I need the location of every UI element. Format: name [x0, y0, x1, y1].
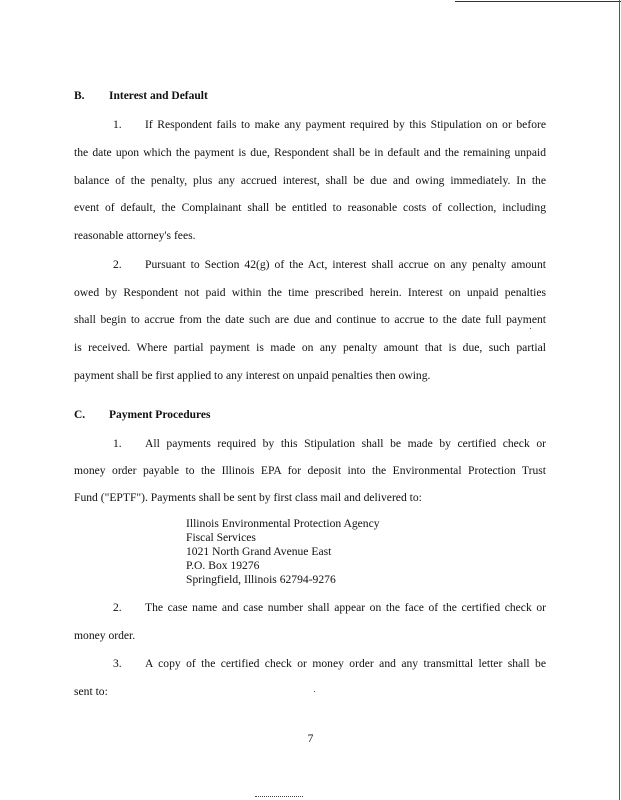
- paragraph-line: payment shall be first applied to any interest on unpaid penalties then owing.: [74, 369, 431, 382]
- paragraph-line: event of default, the Complainant shall be entitled to reasonable costs of collection, including: [74, 201, 546, 214]
- paragraph-number: 3.: [113, 657, 122, 670]
- paragraph-line: money order.: [74, 629, 136, 642]
- scan-edge-bottom: [255, 796, 303, 798]
- address-line: P.O. Box 19276: [186, 559, 260, 572]
- paragraph-line: the date upon which the payment is due, Respondent shall be in default and the remaining unpaid: [74, 146, 546, 159]
- paragraph-line: shall begin to accrue from the date such are due and continue to accrue to the date full payment: [74, 313, 546, 326]
- paragraph-line: [113, 118, 546, 131]
- paragraph-number: 1.: [113, 118, 122, 131]
- section-c-heading: [74, 409, 210, 421]
- address-line: Springfield, Illinois 62794-9276: [186, 573, 336, 586]
- paragraph-line: is received. Where partial payment is made on any penalty amount that is due, such partial: [74, 341, 546, 354]
- paragraph-text: A copy of the certified check or money order and any transmittal letter shall be: [145, 657, 546, 670]
- paragraph-number: 2.: [113, 258, 122, 271]
- paragraph-text: The case name and case number shall appear on the face of the certified check or: [145, 601, 546, 614]
- address-line: Fiscal Services: [186, 531, 256, 544]
- section-c-title: Payment Procedures: [109, 409, 211, 421]
- address-line: Illinois Environmental Protection Agency: [186, 517, 380, 530]
- section-c-letter: C.: [74, 409, 86, 421]
- page-number: 7: [307, 732, 314, 745]
- paragraph-line: [113, 258, 546, 271]
- paragraph-line: [113, 601, 546, 614]
- paragraph-text: Pursuant to Section 42(g) of the Act, interest shall accrue on any penalty amount: [145, 258, 546, 271]
- paragraph-text: If Respondent fails to make any payment required by this Stipulation on or before: [145, 118, 546, 131]
- paragraph-line: [113, 657, 546, 670]
- paragraph-line: reasonable attorney's fees.: [74, 229, 196, 242]
- paragraph-number: 1.: [113, 437, 122, 450]
- mailing-address: [186, 517, 380, 587]
- scan-speck: [314, 691, 315, 692]
- paragraph-line: sent to:: [74, 685, 108, 698]
- scan-edge-right: [619, 0, 620, 800]
- paragraph-text: All payments required by this Stipulation shall be made by certified check or: [145, 437, 546, 450]
- scan-edge-top: [455, 1, 621, 2]
- section-b-title: Interest and Default: [109, 90, 208, 102]
- paragraph-line: [113, 437, 546, 450]
- paragraph-line: owed by Respondent not paid within the time prescribed herein. Interest on unpaid penalties: [74, 286, 546, 299]
- section-b-heading: [74, 90, 208, 102]
- scan-speck: [530, 328, 531, 329]
- paragraph-line: Fund ("EPTF"). Payments shall be sent by first class mail and delivered to:: [74, 491, 422, 504]
- paragraph-number: 2.: [113, 601, 122, 614]
- paragraph-line: balance of the penalty, plus any accrued interest, shall be due and owing immediately. In the: [74, 174, 546, 187]
- section-b-letter: B.: [74, 90, 85, 102]
- address-line: 1021 North Grand Avenue East: [186, 545, 332, 558]
- paragraph-line: money order payable to the Illinois EPA for deposit into the Environmental Protection Trust: [74, 464, 546, 477]
